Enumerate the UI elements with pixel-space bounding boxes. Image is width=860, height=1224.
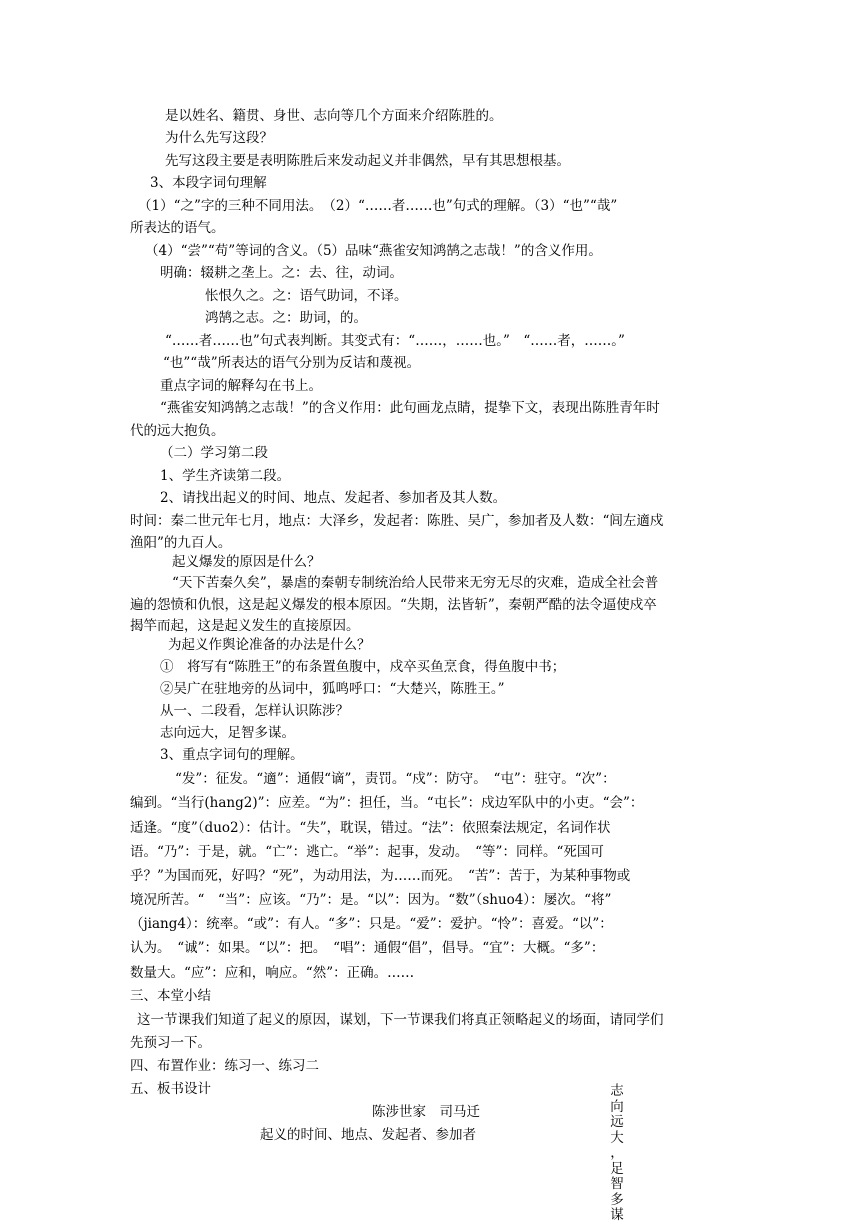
text-line: 认为。 “诚”：如果。“以”：把。 “唱”：通假“倡”，倡导。“宜”：大概。“多”： [130, 940, 605, 956]
text-line: 语。“乃”：于是，就。“亡”：逃亡。“举”：起事，发动。 “等”：同样。“死国可 [130, 844, 604, 860]
text-line: “……者……也”句式表判断。其变式有：“……，……也。” “……者，……。” [165, 333, 625, 349]
section-heading: 3、本段字词句理解 [150, 175, 267, 191]
text-line: 是以姓名、籍贯、身世、志向等几个方面来介绍陈胜的。 [165, 108, 503, 124]
text-line: 代的远大抱负。 [130, 423, 225, 439]
text-line: 先写这段主要是表明陈胜后来发动起义并非偶然，早有其思想根基。 [165, 153, 570, 169]
text-line: 为起义作舆论准备的办法是什么？ [168, 637, 371, 653]
section-heading: （二）学习第二段 [160, 445, 268, 461]
board-vertical-char: ， [610, 1145, 624, 1161]
text-line: 这一节课我们知道了起义的原因，谋划，下一节课我们将真正领略起义的场面，请同学们 [137, 1012, 664, 1028]
board-vertical-char: 远 [610, 1114, 624, 1130]
text-line: 为什么先写这段？ [165, 130, 273, 146]
text-line: 志向远大，足智多谋。 [160, 725, 295, 741]
text-line: （1）“之”字的三种不同用法。 （2）“……者……也”句式的理解。（3）“也”“哉” [138, 198, 618, 214]
text-line: “燕雀安知鸿鹄之志哉！”的含义作用：此句画龙点睛，提挚下文，表现出陈胜青年时 [160, 400, 660, 416]
text-line: 乎？”为国而死，好吗？“死”，为动用法，为……而死。 “苦”：苦于，为某种事物或 [130, 868, 631, 884]
text-line: 重点字词的解释勾在书上。 [160, 378, 322, 394]
text-line: 渔阳”的九百人。 [130, 535, 232, 551]
text-line: 怅恨久之。之：语气助词，不译。 [205, 288, 408, 304]
text-line: 数量大。“应”：应和，响应。“然”：正确。…… [130, 965, 415, 981]
text-line: 先预习一下。 [130, 1035, 211, 1051]
board-vertical-text [606, 1084, 628, 1224]
text-line: 遍的怨愤和仇恨，这是起义爆发的根本原因。“失期，法皆斩”，秦朝严酷的法令逼使戍卒 [130, 597, 657, 613]
text-line: 境况所苦。“ “当”：应该。“乃”：是。“以”：因为。“数”（shuo4）：屡次。“将” [130, 892, 612, 908]
board-vertical-char: 足 [610, 1160, 624, 1177]
text-line: （jiang4）：统率。“或”：有人。“多”：只是。“爱”：爱护。“怜”：喜爱。“以”： [130, 916, 613, 932]
board-vertical-char: 谋 [610, 1207, 624, 1223]
board-vertical-char: 志 [610, 1083, 624, 1099]
section-heading: 五、板书设计 [130, 1081, 211, 1097]
text-line: 3、重点字词句的理解。 [160, 747, 304, 763]
text-line: 明确：辍耕之垄上。之：去、往，动词。 [160, 265, 403, 281]
text-line: 从一、二段看，怎样认识陈涉？ [160, 703, 349, 719]
text-line: “天下苦秦久矣”，暴虐的秦朝专制统治给人民带来无穷无尽的灾难，造成全社会普 [172, 575, 659, 591]
board-vertical-char: 大 [610, 1129, 624, 1146]
text-line: （4）“尝”“苟”等词的含义。（5）品味“燕雀安知鸿鹄之志哉！”的含义作用。 [145, 243, 602, 259]
text-line: 揭竿而起，这是起义发生的直接原因。 [130, 618, 360, 634]
text-line: 时间：秦二世元年七月，地点：大泽乡，发起者：陈胜、吴广，参加者及人数：“闾左適戍 [130, 513, 664, 529]
text-line: 适逢。“度”（duo2）：估计。“失”，耽误，错过。“法”：依照秦法规定，名词作状 [130, 820, 611, 836]
text-line: ① 将写有“陈胜王”的布条置鱼腹中，戍卒买鱼烹食，得鱼腹中书； [160, 659, 566, 675]
board-vertical-char: 智 [610, 1176, 624, 1192]
text-line: 编到。“当行(hang2)”：应差。“为”：担任，当。“屯长”：戍边军队中的小吏。“会”： [130, 795, 644, 811]
text-line: “发”：征发。“適”：通假“谪”，责罚。“戍”：防守。 “屯”：驻守。“次”： [175, 771, 616, 787]
text-line: 1、学生齐读第二段。 [160, 468, 291, 484]
text-line: 所表达的语气。 [130, 220, 225, 236]
board-line: 起义的时间、地点、发起者、参加者 [260, 1127, 476, 1143]
board-vertical-char: 多 [610, 1191, 624, 1208]
board-vertical-char: 向 [610, 1098, 624, 1115]
text-line: ②吴广在驻地旁的丛词中，狐鸣呼口：“大楚兴，陈胜王。” [160, 681, 505, 697]
text-line: 起义爆发的原因是什么？ [172, 554, 321, 570]
text-line: 2、请找出起义的时间、地点、发起者、参加者及其人数。 [160, 490, 507, 506]
board-title: 陈涉世家 司马迁 [372, 1104, 480, 1120]
text-line: 鸿鹄之志。之：助词，的。 [205, 310, 367, 326]
section-heading: 四、布置作业：练习一、练习二 [130, 1058, 319, 1074]
text-line: “也”“哉”所表达的语气分别为反诘和蔑视。 [163, 355, 421, 371]
section-heading: 三、本堂小结 [130, 988, 211, 1004]
